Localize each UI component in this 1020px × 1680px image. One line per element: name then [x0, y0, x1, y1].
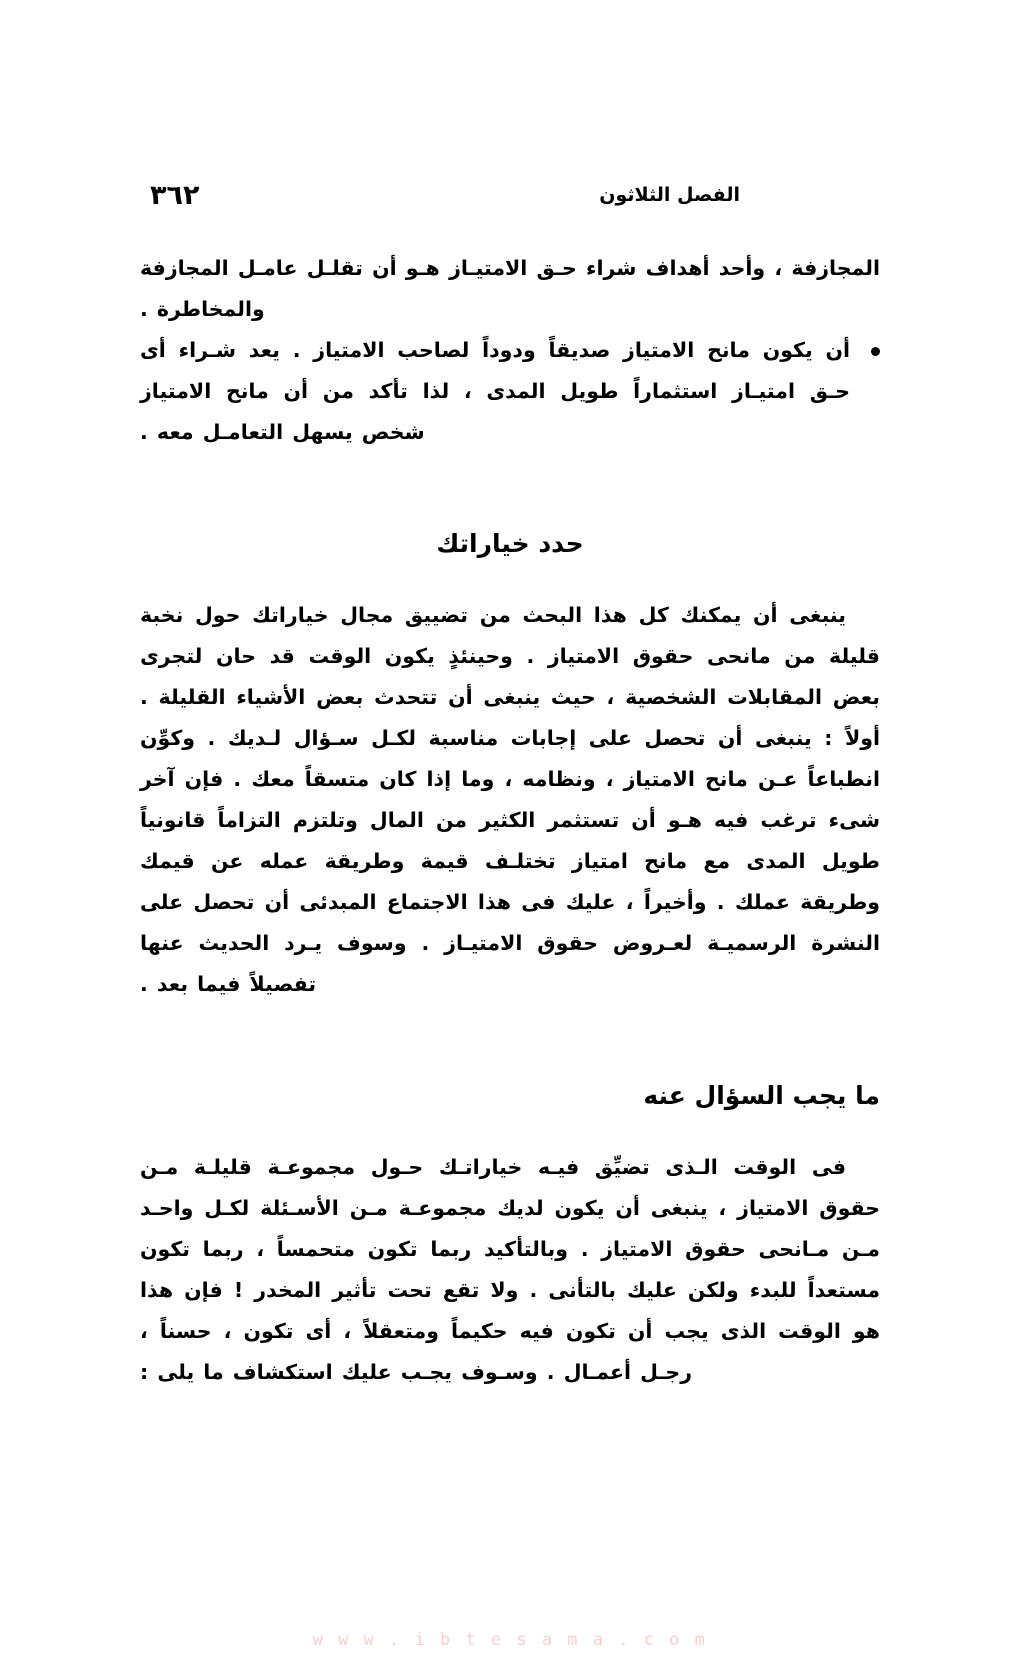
spacer — [140, 561, 880, 595]
chapter-title: الفصل الثلاثون — [599, 183, 740, 206]
spacer — [140, 453, 880, 527]
site-watermark: w w w . i b t e s a m a . c o m — [312, 1630, 708, 1650]
bullet-list — [140, 330, 880, 453]
running-head — [150, 178, 870, 212]
section-heading-2: ما يجب السؤال عنه — [643, 1081, 880, 1110]
page-number: ٣٦٢ — [150, 179, 200, 211]
page-content — [140, 248, 880, 1393]
section-paragraph-2: فى الوقت الـذى تضيِّق فيـه خياراتـك حـول مجموعـة قليلـة مـن حقوق الامتياز ، ينبغى أن يكون لديك مجموعـة مـن الأسـئلة لكـل واحـد مـن مـانحى حقوق الامتياز . وبالتأكيد ربما تكون متحمساً ، ربما تكون مستعداً للبدء ولكن عليك بالتأنى . ولا تقع تحت تأثير المخدر ! فإن هذا هو الوقت الذى يجب أن تكون فيه حكيماً ومتعقلاً ، أى تكون ، حسناً ، رجـل أعمـال . وسـوف يجـب عليك استكشاف ما يلى : — [140, 1155, 880, 1384]
list-item — [140, 330, 880, 453]
opening-paragraph: المجازفة ، وأحد أهداف شراء حـق الامتيـاز هـو أن تقلـل عامـل المجازفة والمخاطرة . — [140, 256, 880, 321]
spacer — [140, 1005, 880, 1079]
bullet-point-icon — [871, 347, 880, 356]
list-item-text: أن يكون مانح الامتياز صديقاً ودوداً لصاحب الامتياز . يعد شـراء أى حـق امتيـاز استثماراً طويل المدى ، لذا تأكد من أن مانح الامتياز شخص يسهل التعامـل معه . — [140, 338, 850, 444]
spacer — [140, 1113, 880, 1147]
section-paragraph-1: ينبغى أن يمكنك كل هذا البحث من تضييق مجال خياراتك حول نخبة قليلة من مانحى حقوق الامتياز . وحينئذٍ يكون الوقت قد حان لتجرى بعض المقابلات الشخصية ، حيث ينبغى أن تتحدث بعض الأشياء القليلة . أولاً : ينبغى أن تحصل على إجابات مناسبة لكـل سـؤال لـديك . وكوِّن انطباعاً عـن مانح الامتياز ، ونظامه ، وما إذا كان متسقاً معك . فإن آخر شىء ترغب فيه هـو أن تستثمر الكثير من المال وتلتزم التزاماً قانونياً طويل المدى مع مانح امتياز تختلـف قيمة وطريقة عمله عن قيمك وطريقة عملك . وأخيراً ، عليك فى هذا الاجتماع المبدئى أن تحصل على النشرة الرسميـة لعـروض حقوق الامتيـاز . وسوف يـرد الحديث عنها تفصيلاً فيما بعد . — [140, 603, 880, 996]
section-heading-1: حدد خياراتك — [436, 529, 584, 558]
